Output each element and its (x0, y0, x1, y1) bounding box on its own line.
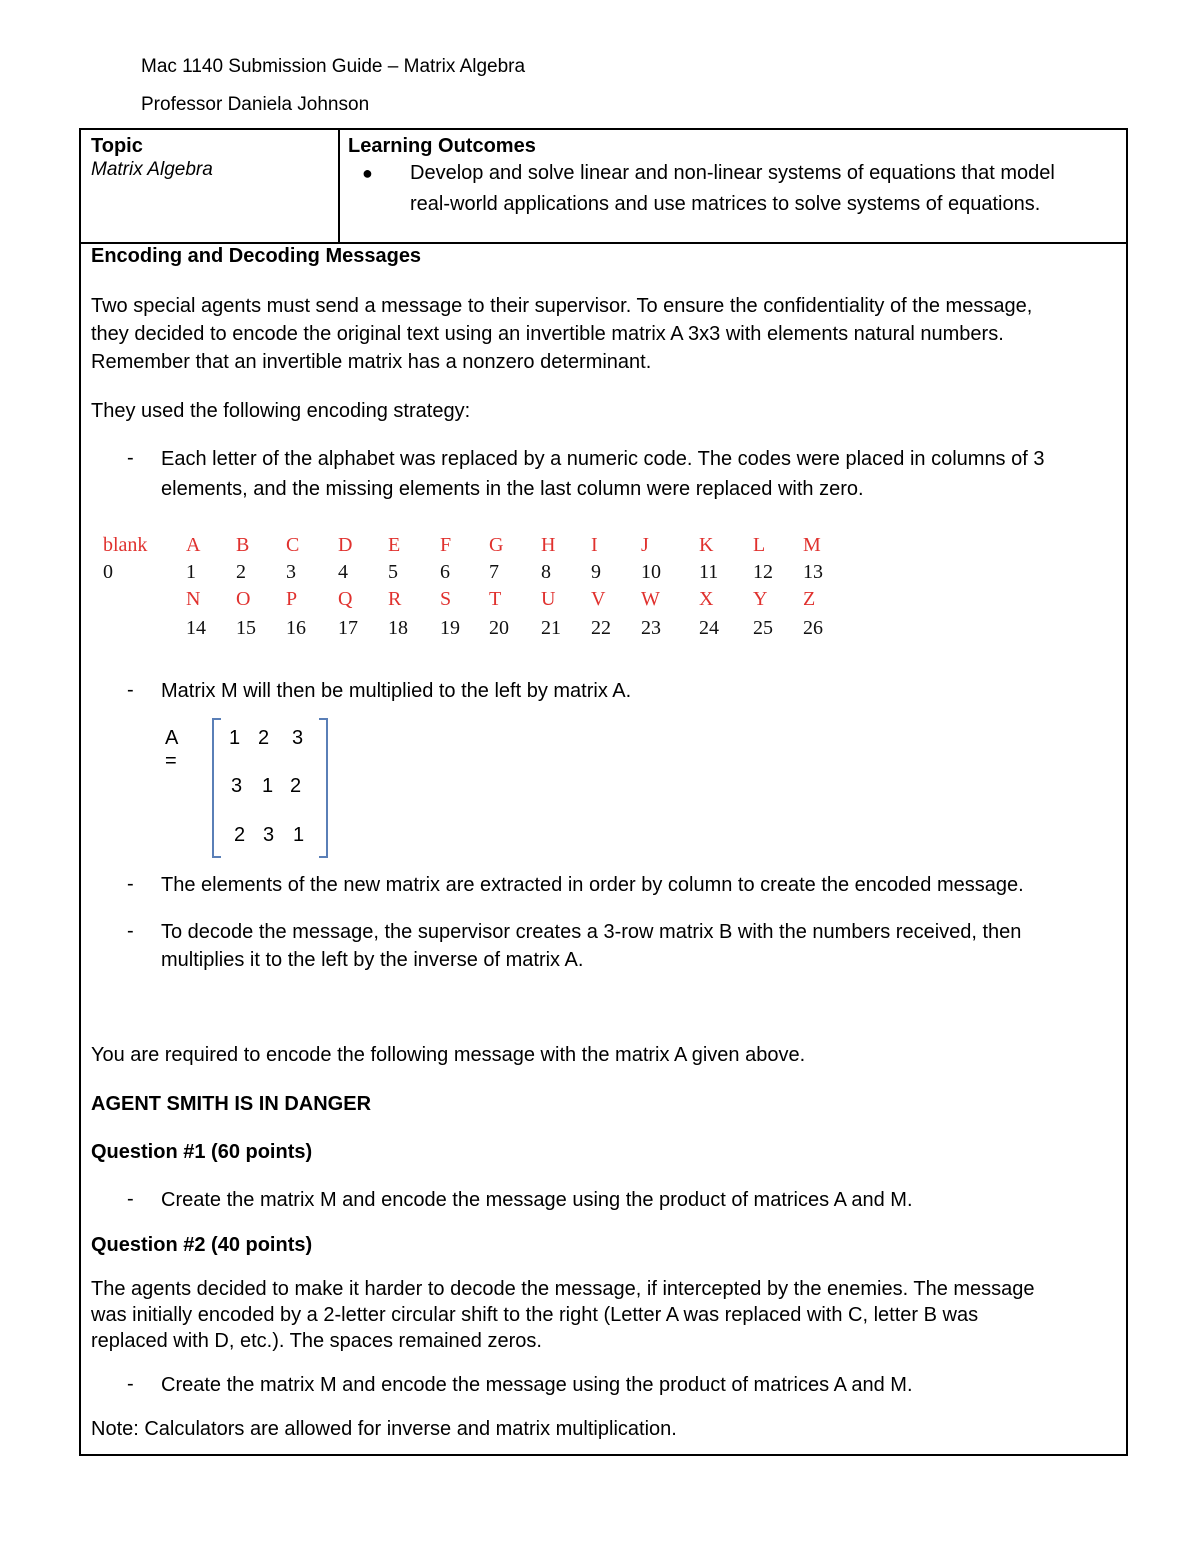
matrix-left-bracket (212, 718, 221, 858)
topic-cell (91, 134, 213, 182)
outcome-text (410, 162, 1055, 215)
assignment-box (79, 128, 1128, 1456)
code-letter: B (236, 534, 250, 556)
topic-row (81, 130, 1126, 244)
matrix-cell: 1 (262, 775, 274, 797)
outcomes-heading: Learning Outcomes (348, 135, 536, 157)
dash-4: - (127, 920, 134, 942)
question-2-title: Question #2 (40 points) (91, 1234, 313, 1256)
code-number: 10 (641, 561, 661, 583)
code-letter: Z (803, 588, 816, 610)
code-letter: A (186, 534, 201, 556)
strategy-intro: They used the following encoding strategy: (91, 400, 471, 422)
code-letter: L (753, 534, 766, 556)
code-letter: V (591, 588, 606, 610)
code-letter: H (541, 534, 556, 556)
matrix-cell: 2 (290, 775, 302, 797)
section-title: Encoding and Decoding Messages (91, 245, 422, 267)
matrix-cell: 2 (234, 824, 246, 846)
code-number: 4 (338, 561, 348, 583)
task-instruction: You are required to encode the following message with the matrix A given above. (91, 1044, 806, 1066)
code-number: 18 (388, 617, 408, 639)
code-letter: J (641, 534, 649, 556)
matrix-cell: 3 (292, 727, 304, 749)
code-letter: P (286, 588, 298, 610)
code-number: 3 (286, 561, 296, 583)
code-letter: X (699, 588, 714, 610)
code-number: 19 (440, 617, 460, 639)
code-number: 8 (541, 561, 551, 583)
code-letter: blank (103, 534, 148, 556)
dash-2: - (127, 679, 134, 701)
outcome-line-2: real-world applications and use matrices to solve systems of equations. (410, 193, 1041, 215)
code-number: 13 (803, 561, 823, 583)
step1-line-2: elements, and the missing elements in the last column were replaced with zero. (161, 478, 864, 500)
outcomes-list (348, 158, 1118, 220)
code-letter: F (440, 534, 452, 556)
bullet-icon: ● (362, 163, 373, 183)
code-letter: E (388, 534, 401, 556)
step4-line-1: To decode the message, the supervisor creates a 3-row matrix B with the numbers received, then (161, 921, 1022, 943)
question-2-line-2: was initially encoded by a 2-letter circular shift to the right (Letter A was replaced with C, letter B was (91, 1304, 979, 1326)
question-2-line-3: replaced with D, etc.). The spaces remained zeros. (91, 1330, 542, 1352)
matrix-cell: 1 (229, 727, 241, 749)
code-letter: I (591, 534, 598, 556)
step3-text: The elements of the new matrix are extracted in order by column to create the encoded message. (161, 874, 1024, 896)
question-2-text: Create the matrix M and encode the message using the product of matrices A and M. (161, 1374, 913, 1396)
code-number: 20 (489, 617, 509, 639)
code-letter: U (541, 588, 556, 610)
step1-line-1: Each letter of the alphabet was replaced by a numeric code. The codes were placed in columns of 3 (161, 448, 1045, 470)
code-letter: T (489, 588, 502, 610)
intro-line-1: Two special agents must send a message to their supervisor. To ensure the confidentiality of the message, (91, 295, 1033, 317)
code-letter: D (338, 534, 353, 556)
matrix-cell: 2 (258, 727, 270, 749)
column-divider (338, 130, 340, 242)
dash-3: - (127, 873, 134, 895)
code-letter: O (236, 588, 251, 610)
code-number: 7 (489, 561, 499, 583)
matrix-a-label: A = (165, 727, 178, 772)
code-letter: N (186, 588, 201, 610)
code-number: 0 (103, 561, 113, 583)
code-number: 26 (803, 617, 823, 639)
letter-code-table (103, 530, 843, 650)
code-letter: C (286, 534, 300, 556)
code-number: 2 (236, 561, 246, 583)
code-letter: M (803, 534, 821, 556)
dash-6: - (127, 1373, 134, 1395)
code-number: 5 (388, 561, 398, 583)
question-2-line-1: The agents decided to make it harder to decode the message, if intercepted by the enemies. The message (91, 1278, 1035, 1300)
code-letter: Y (753, 588, 768, 610)
code-number: 12 (753, 561, 773, 583)
outcome-item (362, 158, 1118, 220)
question-1-title: Question #1 (60 points) (91, 1141, 313, 1163)
question-1-text: Create the matrix M and encode the message using the product of matrices A and M. (161, 1189, 913, 1211)
code-letter: R (388, 588, 402, 610)
topic-heading: Topic (91, 135, 143, 157)
code-number: 11 (699, 561, 719, 583)
secret-message: AGENT SMITH IS IN DANGER (91, 1093, 372, 1115)
intro-line-2: they decided to encode the original text using an invertible matrix A 3x3 with elements natural numbers. (91, 323, 1004, 345)
code-letter: G (489, 534, 504, 556)
code-number: 25 (753, 617, 773, 639)
code-number: 16 (286, 617, 306, 639)
code-number: 6 (440, 561, 450, 583)
outcomes-cell (348, 134, 1118, 220)
step2-text: Matrix M will then be multiplied to the left by matrix A. (161, 680, 632, 702)
code-number: 1 (186, 561, 196, 583)
code-number: 9 (591, 561, 601, 583)
code-letter: K (699, 534, 714, 556)
matrix-cell: 1 (293, 824, 305, 846)
code-number: 24 (699, 617, 719, 639)
outcome-line-1: Develop and solve linear and non-linear systems of equations that model (410, 162, 1055, 184)
code-number: 21 (541, 617, 561, 639)
professor-name: Professor Daniela Johnson (141, 94, 370, 115)
intro-line-3: Remember that an invertible matrix has a nonzero determinant. (91, 351, 652, 373)
dash-1: - (127, 447, 134, 469)
code-letter: S (440, 588, 452, 610)
topic-value: Matrix Algebra (91, 159, 213, 180)
code-number: 17 (338, 617, 358, 639)
matrix-right-bracket (319, 718, 328, 858)
course-title: Mac 1140 Submission Guide – Matrix Algebra (141, 56, 526, 77)
matrix-cell: 3 (231, 775, 243, 797)
code-number: 14 (186, 617, 206, 639)
step4-line-2: multiplies it to the left by the inverse of matrix A. (161, 949, 584, 971)
code-letter: Q (338, 588, 353, 610)
code-number: 15 (236, 617, 256, 639)
code-number: 23 (641, 617, 661, 639)
calculator-note: Note: Calculators are allowed for inverse and matrix multiplication. (91, 1418, 677, 1440)
code-number: 22 (591, 617, 611, 639)
matrix-cell: 3 (263, 824, 275, 846)
dash-5: - (127, 1188, 134, 1210)
code-letter: W (641, 588, 660, 610)
